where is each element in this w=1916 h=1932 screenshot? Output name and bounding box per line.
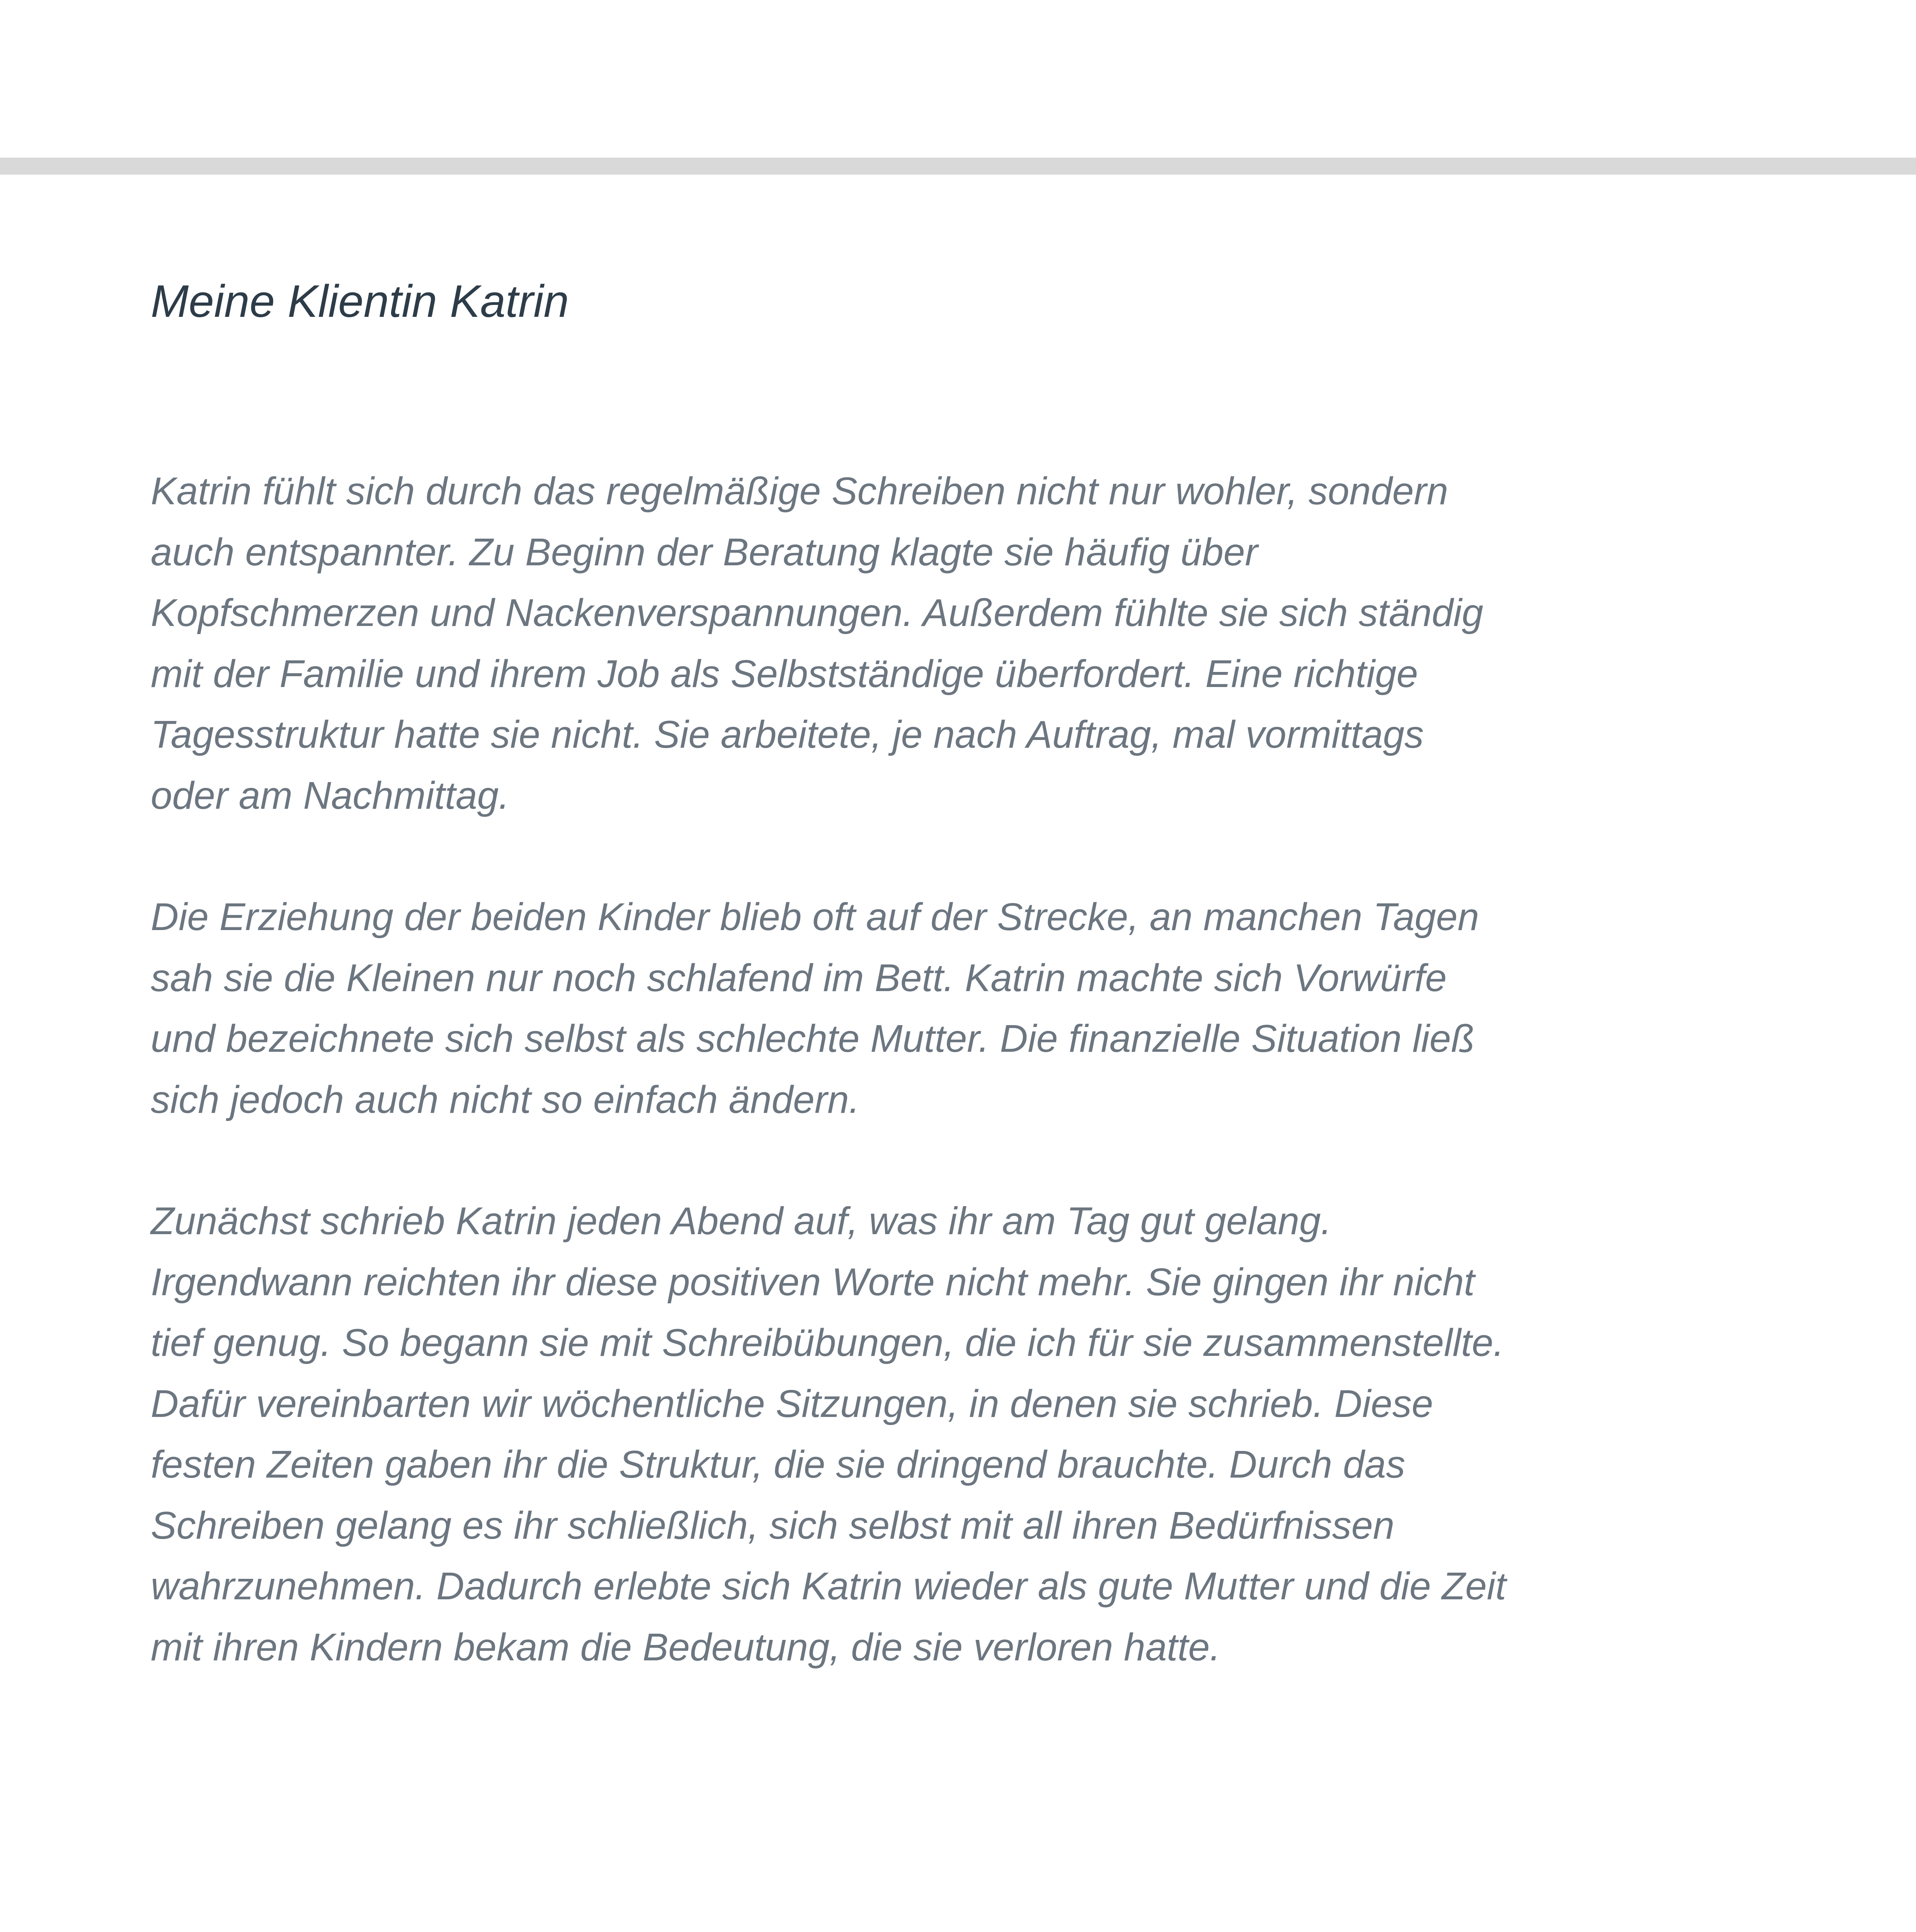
text-line: Die Erziehung der beiden Kinder blieb oft auf der Strecke, an manchen Tagen [151,895,1479,939]
text-line: mit ihren Kindern bekam die Bedeutung, die sie verloren hatte. [151,1625,1221,1669]
text-line: sich jedoch auch nicht so einfach ändern. [151,1078,860,1121]
page-heading: Meine Klientin Katrin [151,276,569,327]
body-text [151,461,1735,1738]
text-line: Dafür vereinbarten wir wöchentliche Sitzungen, in denen sie schrieb. Diese [151,1382,1433,1425]
text-line: Kopfschmerzen und Nackenverspannungen. Außerdem fühlte sie sich ständig [151,591,1484,634]
paragraph-3 [151,1191,1735,1678]
text-line: festen Zeiten gaben ihr die Struktur, die sie dringend brauchte. Durch das [151,1443,1406,1486]
text-line: auch entspannter. Zu Beginn der Beratung klagte sie häufig über [151,530,1258,574]
text-line: oder am Nachmittag. [151,774,510,817]
paragraph-1 [151,461,1735,826]
text-line: Tagesstruktur hatte sie nicht. Sie arbeitete, je nach Auftrag, mal vormittags [151,713,1424,756]
top-decorative-band [0,158,1916,175]
text-line: sah sie die Kleinen nur noch schlafend im Bett. Katrin machte sich Vorwürfe [151,956,1447,1000]
text-line: tief genug. So begann sie mit Schreibübungen, die ich für sie zusammenstellte. [151,1321,1504,1364]
text-line: und bezeichnete sich selbst als schlechte Mutter. Die finanzielle Situation ließ [151,1017,1475,1060]
text-line: mit der Familie und ihrem Job als Selbstständige überfordert. Eine richtige [151,652,1418,696]
paragraph-2 [151,887,1735,1130]
text-line: Irgendwann reichten ihr diese positiven Worte nicht mehr. Sie gingen ihr nicht [151,1260,1475,1304]
text-line: wahrzunehmen. Dadurch erlebte sich Katrin wieder als gute Mutter und die Zeit [151,1565,1506,1608]
text-line: Katrin fühlt sich durch das regelmäßige Schreiben nicht nur wohler, sondern [151,469,1448,513]
text-line: Schreiben gelang es ihr schließlich, sich selbst mit all ihren Bedürfnissen [151,1503,1395,1547]
text-line: Zunächst schrieb Katrin jeden Abend auf, was ihr am Tag gut gelang. [151,1199,1332,1243]
